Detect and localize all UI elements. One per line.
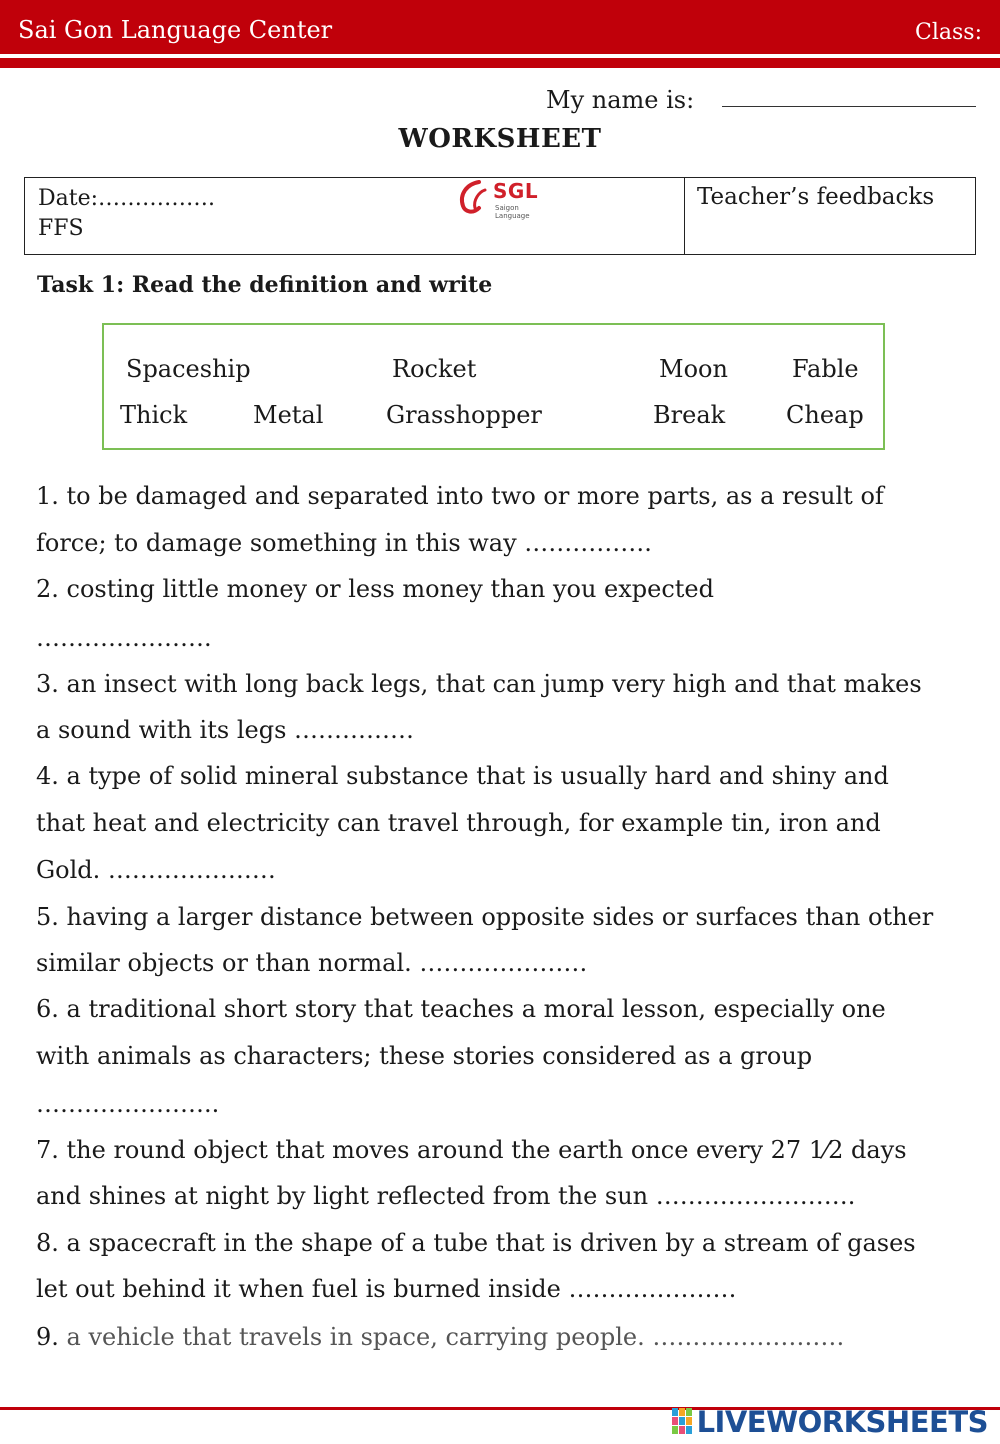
name-input-line[interactable] <box>722 106 976 107</box>
question-line: 5. having a larger distance between opposite sides or surfaces than other <box>36 903 934 931</box>
sgl-logo-text: SGL <box>493 179 539 203</box>
teacher-feedback-label: Teacher’s feedbacks <box>697 184 935 210</box>
word-item: Fable <box>792 355 859 383</box>
word-item: Metal <box>253 401 324 429</box>
header-bar <box>0 0 1000 54</box>
center-name: Sai Gon Language Center <box>18 16 333 44</box>
name-label: My name is: <box>546 86 695 114</box>
question-answer-line[interactable]: force; to damage something in this way ……………. <box>36 529 652 557</box>
class-label: Class: <box>915 20 982 45</box>
word-item: Grasshopper <box>386 401 542 429</box>
question-answer-line[interactable]: similar objects or than normal. ………………… <box>36 949 588 977</box>
question-answer-line[interactable]: ………………….. <box>36 1090 220 1118</box>
worksheet-title: WORKSHEET <box>398 124 602 154</box>
question-line: 6. a traditional short story that teaches a moral lesson, especially one <box>36 995 886 1023</box>
question-number: 9. <box>36 1323 67 1351</box>
question-answer-line[interactable]: a sound with its legs …………… <box>36 716 415 744</box>
question-line: 4. a type of solid mineral substance that is usually hard and shiny and <box>36 762 889 790</box>
question-text: a vehicle that travels in space, carrying people. …………………… <box>66 1323 845 1351</box>
sgl-logo <box>455 178 555 220</box>
info-divider <box>684 178 685 254</box>
question-answer-line[interactable]: let out behind it when fuel is burned inside ………………… <box>36 1275 737 1303</box>
question-line: with animals as characters; these stories considered as a group <box>36 1042 813 1070</box>
question-answer-line[interactable]: Gold. ………………… <box>36 856 276 884</box>
question-answer-line[interactable]: …………………. <box>36 624 212 652</box>
word-item: Moon <box>659 355 728 383</box>
liveworksheets-text: LIVEWORKSHEETS <box>696 1405 988 1439</box>
question-line: 7. the round object that moves around the earth once every 27 1⁄2 days <box>36 1136 907 1164</box>
word-item: Break <box>653 401 726 429</box>
header-underline <box>0 58 1000 68</box>
word-item: Rocket <box>392 355 477 383</box>
liveworksheets-brand <box>672 1405 988 1441</box>
question-answer-line[interactable] <box>36 1323 844 1351</box>
info-box <box>24 177 976 255</box>
ffs-label: FFS <box>38 216 84 241</box>
date-field: Date:……………. <box>38 186 216 211</box>
sgl-logo-subtext: Saigon Language <box>495 204 530 220</box>
question-line: 8. a spacecraft in the shape of a tube that is driven by a stream of gases <box>36 1229 916 1257</box>
question-line: 3. an insect with long back legs, that can jump very high and that makes <box>36 670 922 698</box>
sgl-logo-icon <box>455 178 495 218</box>
word-item: Cheap <box>786 401 864 429</box>
task-heading: Task 1: Read the definition and write <box>37 272 493 298</box>
liveworksheets-icon <box>672 1407 694 1441</box>
question-line: 1. to be damaged and separated into two or more parts, as a result of <box>36 482 884 510</box>
question-line: 2. costing little money or less money than you expected <box>36 575 714 603</box>
word-item: Thick <box>120 401 188 429</box>
question-line: that heat and electricity can travel through, for example tin, iron and <box>36 809 881 837</box>
word-bank <box>102 323 885 450</box>
question-answer-line[interactable]: and shines at night by light reflected from the sun ……………………. <box>36 1182 856 1210</box>
word-item: Spaceship <box>126 355 251 383</box>
